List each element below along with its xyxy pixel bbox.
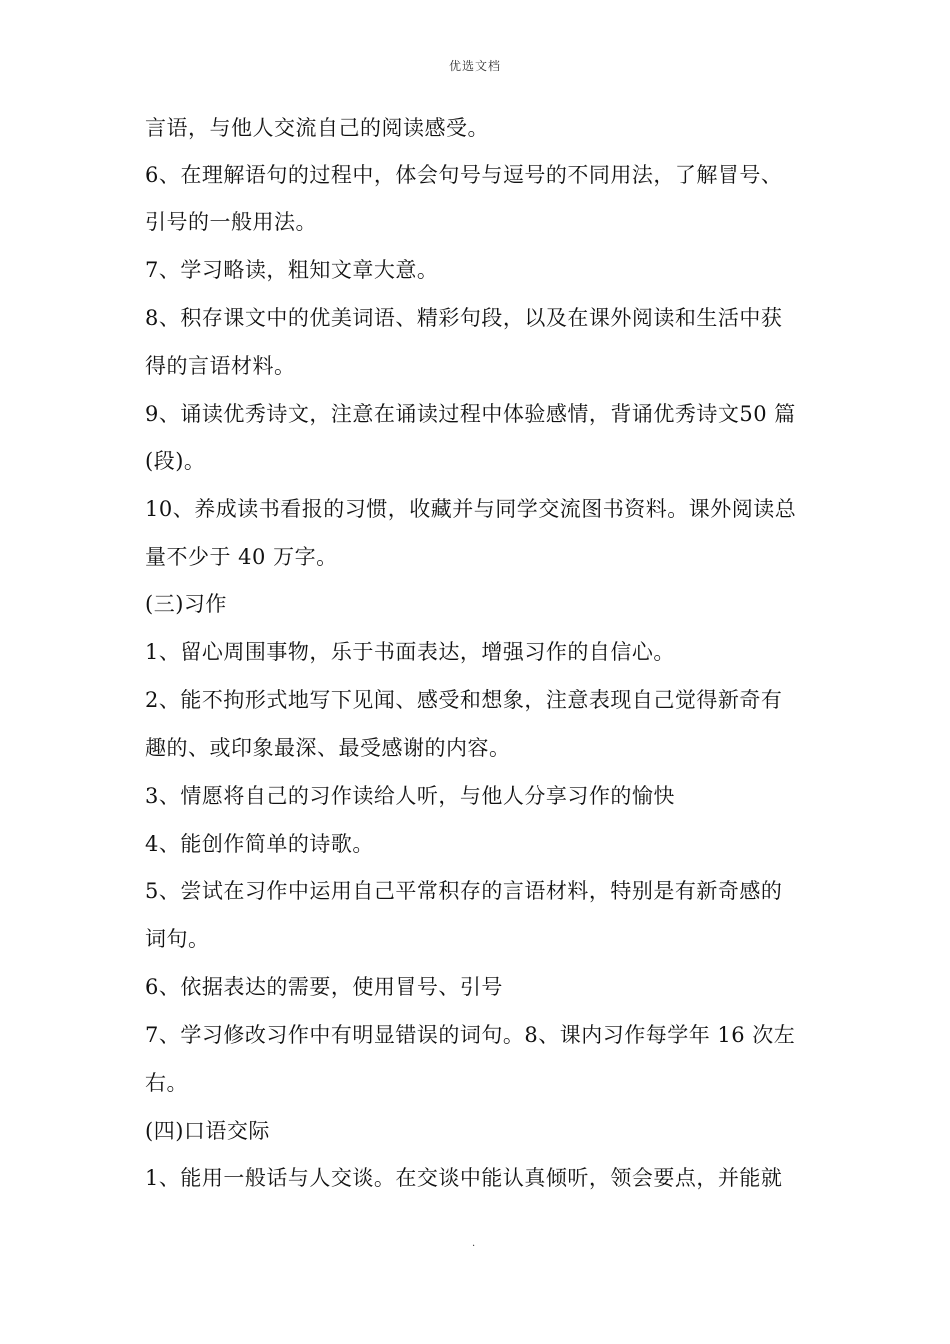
body-line: 6、在理解语句的过程中，体会句号与逗号的不同用法，了解冒号、 [145, 163, 783, 187]
body-line: 3、情愿将自己的习作读给人听，与他人分享习作的愉快 [145, 784, 675, 808]
body-line: 得的言语材料。 [145, 354, 296, 378]
body-line: 7、学习修改习作中有明显错误的词句。8、课内习作每学年 16 次左 [145, 1023, 796, 1047]
body-line: 1、留心周围事物，乐于书面表达，增强习作的自信心。 [145, 640, 675, 664]
body-line: 2、能不拘形式地写下见闻、感受和想象，注意表现自己觉得新奇有 [145, 688, 783, 712]
body-line: 右。 [145, 1071, 188, 1095]
section-heading: (三)习作 [145, 592, 227, 616]
body-line: (段)。 [145, 449, 206, 473]
body-line: 1、能用一般话与人交谈。在交谈中能认真倾听，领会要点，并能就 [145, 1166, 783, 1190]
body-line: 引号的一般用法。 [145, 210, 317, 234]
body-line: 趣的、或印象最深、最受感谢的内容。 [145, 736, 511, 760]
body-line: 8、积存课文中的优美词语、精彩句段，以及在课外阅读和生活中获 [145, 306, 783, 330]
body-line: 5、尝试在习作中运用自己平常积存的言语材料，特别是有新奇感的 [145, 879, 783, 903]
section-heading: (四)口语交际 [145, 1119, 270, 1143]
body-line: 10、养成读书看报的习惯，收藏并与同学交流图书资料。课外阅读总 [145, 497, 797, 521]
body-line: 6、依据表达的需要，使用冒号、引号 [145, 975, 503, 999]
body-line: 量不少于 40 万字。 [145, 545, 338, 569]
page-header: 优选文档 [448, 59, 501, 73]
body-line: 7、学习略读，粗知文章大意。 [145, 258, 439, 282]
body-line: 词句。 [145, 927, 210, 951]
page-footer-mark: . [472, 1238, 476, 1249]
body-line: 4、能创作简单的诗歌。 [145, 832, 374, 856]
body-line: 9、诵读优秀诗文，注意在诵读过程中体验感情，背诵优秀诗文50 篇 [145, 402, 796, 426]
body-line: 言语，与他人交流自己的阅读感受。 [145, 116, 489, 140]
